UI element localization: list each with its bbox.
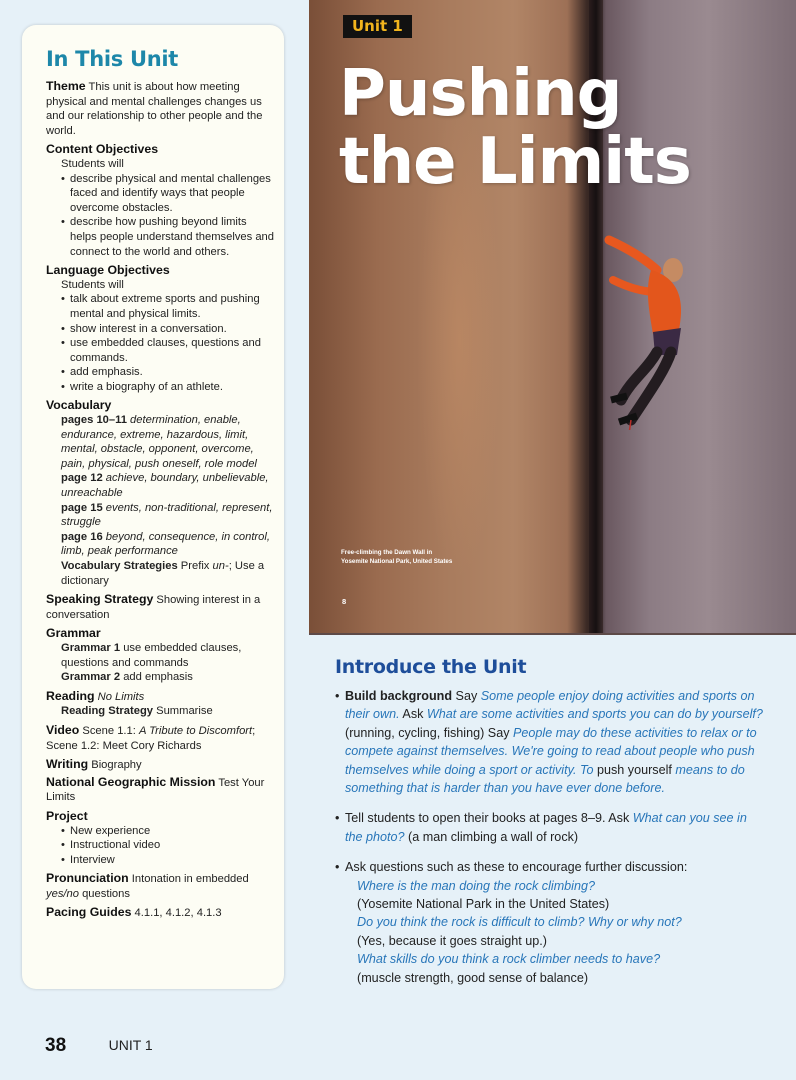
introduce-unit-section — [335, 656, 765, 999]
grammar1-label: Grammar 1 — [61, 641, 121, 654]
content-objectives-lead: Students will — [61, 157, 124, 170]
reading-strategy-label: Reading Strategy — [61, 705, 154, 718]
vocab-page: page 15 — [61, 501, 103, 514]
pronunciation-text: Intonation in embedded — [131, 873, 249, 886]
term-text: push yourself — [597, 762, 672, 777]
page-number: 38 — [45, 1035, 67, 1056]
vocab-strategies-text-2: ; Use a dictionary — [61, 560, 265, 587]
vocab-strategies-prefix: un- — [212, 560, 229, 572]
reading-section — [46, 689, 274, 719]
reading-strategy-text: Summarise — [156, 705, 213, 718]
grammar1-text: use embedded clauses, questions and commands — [61, 641, 242, 669]
grammar2-label: Grammar 2 — [61, 671, 121, 684]
instruction-text: Tell students to open their books at pages 8–9. Ask — [345, 811, 633, 826]
grammar2-text: add emphasis — [123, 671, 193, 684]
grammar-section — [46, 626, 274, 684]
theme-label: Theme — [46, 79, 86, 93]
content-objectives-section — [46, 142, 274, 259]
language-objectives-label: Language Objectives — [46, 263, 170, 278]
pacing-text: 4.1.1, 4.1.2, 4.1.3 — [134, 907, 222, 920]
answer-text: (running, cycling, fishing) Say — [345, 725, 513, 740]
video-section — [46, 723, 274, 753]
vocab-group — [46, 471, 274, 500]
language-objective-item: • show interest in a conversation. — [61, 322, 274, 337]
video-scene2: ; Scene 1.2: Meet Cory Richards — [46, 724, 256, 752]
in-this-unit-panel — [22, 25, 284, 989]
pacing-label: Pacing Guides — [46, 905, 132, 920]
intro-heading: Introduce the Unit — [335, 656, 527, 678]
mission-text: Test Your Limits — [46, 776, 265, 804]
grammar-label: Grammar — [46, 626, 101, 641]
video-label: Video — [46, 722, 80, 737]
vocab-page: page 16 — [61, 530, 103, 543]
vocab-page: pages 10–11 — [61, 414, 127, 427]
discussion-question: Where is the man doing the rock climbing? — [357, 878, 595, 893]
language-objectives-section — [46, 263, 274, 394]
video-scene1-title: A Tribute to Discomfort — [138, 724, 253, 737]
intro-bullet-background — [335, 687, 765, 797]
content-objective-item: • describe physical and mental challenges faced and identify ways that people overcome obstacles. — [61, 172, 274, 216]
unit-title-line1: Pushing — [339, 57, 622, 131]
writing-section — [46, 757, 274, 773]
discussion-answer: (muscle strength, good sense of balance) — [357, 970, 589, 985]
teacher-question: What can you see in the photo? — [345, 811, 747, 844]
pacing-section — [46, 905, 274, 921]
language-objective-item: • add emphasis. — [61, 365, 274, 380]
language-objective-item: • write a biography of an athlete. — [61, 380, 274, 395]
page-footer — [45, 1035, 153, 1057]
climber-photo — [309, 0, 796, 635]
content-objectives-label: Content Objectives — [46, 142, 159, 157]
discussion-question: Do you think the rock is difficult to climb? Why or why not? — [357, 915, 682, 930]
vocab-strategies — [46, 559, 274, 588]
pronunciation-section — [46, 871, 274, 901]
photo-caption — [341, 549, 452, 566]
mission-label: National Geographic Mission — [46, 774, 216, 789]
photo-page-number: 8 — [342, 597, 347, 606]
unit-badge: Unit 1 — [343, 15, 412, 38]
caption-line2: Yosemite National Park, United States — [341, 557, 453, 565]
vocab-strategies-label: Vocabulary Strategies — [61, 560, 178, 572]
vocab-page: page 12 — [61, 472, 103, 485]
content-objective-item: • describe how pushing beyond limits helps people understand themselves and connect to the world and others. — [61, 215, 274, 259]
say-text: Say — [452, 689, 481, 703]
vocab-strategies-text: Prefix — [180, 560, 213, 572]
pronunciation-label: Pronunciation — [46, 871, 129, 886]
ask-text: Ask — [399, 707, 427, 722]
vocab-group — [46, 530, 274, 559]
language-objective-item: • use embedded clauses, questions and commands. — [61, 336, 274, 365]
build-background-label: Build background — [345, 689, 453, 703]
mission-section — [46, 775, 274, 805]
vocab-words: beyond, consequence, in control, limb, peak performance — [61, 530, 270, 558]
vocab-words: events, non-traditional, represent, struggle — [61, 501, 273, 529]
reading-label: Reading — [46, 688, 95, 703]
speaking-strategy-section — [46, 592, 274, 622]
vocab-words: achieve, boundary, unbelievable, unreachable — [61, 472, 269, 500]
intro-bullet-discussion — [335, 858, 765, 987]
speaking-strategy-label: Speaking Strategy — [46, 592, 154, 607]
reading-text: No Limits — [97, 690, 145, 703]
sidebar-title: In This Unit — [46, 47, 178, 71]
unit-title — [339, 57, 779, 199]
unit-title-line2: the Limits — [339, 125, 691, 199]
project-section — [46, 809, 274, 867]
writing-text: Biography — [91, 759, 142, 772]
vocabulary-section — [46, 398, 274, 588]
project-item: • New experience — [61, 824, 274, 839]
theme-text: This unit is about how meeting physical and mental challenges changes us and our relationship to other people and the world. — [46, 81, 263, 137]
language-objectives-lead: Students will — [61, 278, 124, 291]
discussion-question: What skills do you think a rock climber needs to have? — [357, 952, 661, 967]
instruction-text: Ask questions such as these to encourage further discussion: — [345, 860, 688, 875]
teacher-script: Some people enjoy doing activities and sports on their own. — [345, 689, 755, 722]
project-item: • Interview — [61, 853, 274, 868]
discussion-answer: (Yosemite National Park in the United States) — [357, 897, 610, 912]
speaking-strategy-text: Showing interest in a conversation — [46, 594, 261, 621]
teacher-question: What are some activities and sports you can do by yourself? — [426, 707, 763, 722]
vocab-group — [46, 413, 274, 471]
unit-label: UNIT 1 — [108, 1037, 153, 1053]
intro-bullet-photo — [335, 809, 765, 846]
pronunciation-italic: yes/no — [46, 887, 79, 900]
discussion-answer: (Yes, because it goes straight up.) — [357, 933, 547, 948]
answer-text: (a man climbing a wall of rock) — [404, 829, 579, 844]
writing-label: Writing — [46, 757, 89, 772]
climber-figure — [591, 230, 701, 430]
language-objective-item: • talk about extreme sports and pushing mental and physical limits. — [61, 292, 274, 321]
teacher-script: People may do these activities to relax or to compete against themselves. We're going to read about people who push themselves while doing a sport or activity. To — [345, 725, 757, 777]
video-scene1: Scene 1.1: — [82, 724, 139, 737]
project-item: • Instructional video — [61, 838, 274, 853]
pronunciation-text-2: questions — [78, 887, 130, 900]
teacher-script: means to do something that is harder than you have ever done before. — [345, 762, 745, 796]
vocabulary-label: Vocabulary — [46, 398, 112, 413]
project-label: Project — [46, 808, 88, 823]
caption-line1: Free-climbing the Dawn Wall in — [341, 549, 433, 556]
theme-section — [46, 79, 274, 138]
vocab-group — [46, 501, 274, 530]
vocab-words: determination, enable, endurance, extreme, hazardous, limit, mental, obstacle, opponent, overcome, pain, physical, push oneself, role model — [61, 414, 257, 470]
